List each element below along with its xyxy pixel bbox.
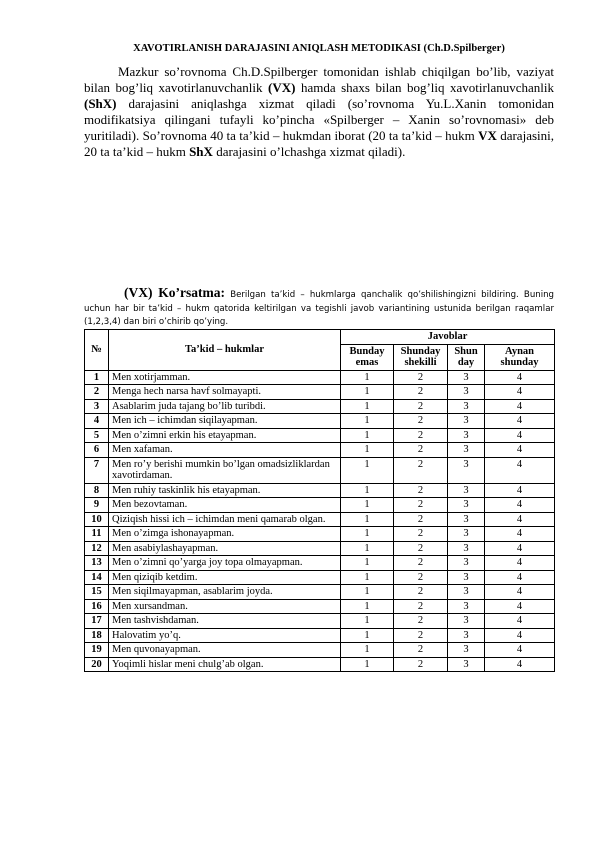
answer-option-3[interactable]: 3 bbox=[448, 370, 485, 385]
answer-option-2[interactable]: 2 bbox=[394, 585, 448, 600]
table-row bbox=[85, 498, 555, 513]
instruction-paragraph bbox=[84, 286, 554, 330]
answer-option-2[interactable]: 2 bbox=[394, 556, 448, 571]
statement-cell: Asablarim juda tajang bo’lib turibdi. bbox=[109, 399, 341, 414]
answer-option-1[interactable]: 1 bbox=[341, 498, 394, 513]
answer-option-4[interactable]: 4 bbox=[485, 570, 555, 585]
intro-vx: (VX) bbox=[268, 80, 296, 95]
answer-option-4[interactable]: 4 bbox=[485, 399, 555, 414]
table-row bbox=[85, 512, 555, 527]
answer-option-3[interactable]: 3 bbox=[448, 614, 485, 629]
row-number: 15 bbox=[85, 585, 109, 600]
answer-option-4[interactable]: 4 bbox=[485, 498, 555, 513]
answer-option-4[interactable]: 4 bbox=[485, 457, 555, 483]
statement-cell: Men xafaman. bbox=[109, 443, 341, 458]
table-row bbox=[85, 585, 555, 600]
row-number: 5 bbox=[85, 428, 109, 443]
intro-text-1: Mazkur so’rovnoma Ch.D.Spilberger tomonidan ishlab chiqilgan bo’lib, vaziyat bilan bog’liq xavotirlanuvchanlik bbox=[84, 64, 554, 95]
table-row bbox=[85, 657, 555, 672]
answer-option-4[interactable]: 4 bbox=[485, 512, 555, 527]
header-answer-1: Bunday emas bbox=[341, 344, 394, 370]
header-answers: Javoblar bbox=[341, 330, 555, 345]
answer-option-1[interactable]: 1 bbox=[341, 483, 394, 498]
statement-cell: Men xotirjamman. bbox=[109, 370, 341, 385]
header-answer-4: Aynan shunday bbox=[485, 344, 555, 370]
answer-option-1[interactable]: 1 bbox=[341, 443, 394, 458]
row-number: 18 bbox=[85, 628, 109, 643]
statement-cell: Men ro’y berishi mumkin bo’lgan omadsizliklardan xavotirdaman. bbox=[109, 457, 341, 483]
answer-option-3[interactable]: 3 bbox=[448, 643, 485, 658]
table-row bbox=[85, 643, 555, 658]
answer-option-1[interactable]: 1 bbox=[341, 556, 394, 571]
answer-option-3[interactable]: 3 bbox=[448, 483, 485, 498]
statement-cell: Men quvonayapman. bbox=[109, 643, 341, 658]
answer-option-1[interactable]: 1 bbox=[341, 457, 394, 483]
answer-option-4[interactable]: 4 bbox=[485, 370, 555, 385]
row-number: 3 bbox=[85, 399, 109, 414]
answer-option-1[interactable]: 1 bbox=[341, 643, 394, 658]
answer-option-2[interactable]: 2 bbox=[394, 599, 448, 614]
answer-option-3[interactable]: 3 bbox=[448, 657, 485, 672]
answer-option-1[interactable]: 1 bbox=[341, 385, 394, 400]
row-number: 9 bbox=[85, 498, 109, 513]
table-row bbox=[85, 457, 555, 483]
intro-text-3: darajasini aniqlashga xizmat qiladi (so’rovnoma Yu.L.Xanin tomonidan modifikatsiya qilingani tufayli ko’pincha «Spilberger – Xanin so’rovnomasi» deb yuritiladi). So’rovnoma 40 ta ta’kid – hukmdan iborat (20 ta ta’kid – hukm bbox=[84, 96, 554, 143]
answer-option-4[interactable]: 4 bbox=[485, 657, 555, 672]
answer-option-4[interactable]: 4 bbox=[485, 614, 555, 629]
table-row bbox=[85, 443, 555, 458]
answer-option-2[interactable]: 2 bbox=[394, 414, 448, 429]
answer-option-2[interactable]: 2 bbox=[394, 457, 448, 483]
answer-option-1[interactable]: 1 bbox=[341, 541, 394, 556]
answer-option-3[interactable]: 3 bbox=[448, 541, 485, 556]
answer-option-4[interactable]: 4 bbox=[485, 585, 555, 600]
answer-option-2[interactable]: 2 bbox=[394, 483, 448, 498]
row-number: 8 bbox=[85, 483, 109, 498]
table-row bbox=[85, 483, 555, 498]
answer-option-2[interactable]: 2 bbox=[394, 643, 448, 658]
intro-text-4: darajasini, 20 ta ta’kid – hukm bbox=[84, 128, 554, 159]
table-row bbox=[85, 541, 555, 556]
header-number: № bbox=[85, 330, 109, 371]
header-answer-2: Shunday shekilli bbox=[394, 344, 448, 370]
answer-option-1[interactable]: 1 bbox=[341, 599, 394, 614]
answer-option-3[interactable]: 3 bbox=[448, 512, 485, 527]
intro-paragraph bbox=[84, 64, 554, 160]
answer-option-2[interactable]: 2 bbox=[394, 399, 448, 414]
table-row bbox=[85, 428, 555, 443]
row-number: 13 bbox=[85, 556, 109, 571]
row-number: 1 bbox=[85, 370, 109, 385]
intro-vx-2: VX bbox=[478, 128, 497, 143]
instruction-lead: (VX) Ko’rsatma: bbox=[124, 285, 226, 300]
statement-cell: Men o’zimni qo’yarga joy topa olmayapman. bbox=[109, 556, 341, 571]
row-number: 2 bbox=[85, 385, 109, 400]
row-number: 17 bbox=[85, 614, 109, 629]
statement-cell: Men bezovtaman. bbox=[109, 498, 341, 513]
answer-option-3[interactable]: 3 bbox=[448, 498, 485, 513]
table-row bbox=[85, 628, 555, 643]
answer-option-3[interactable]: 3 bbox=[448, 428, 485, 443]
answer-option-1[interactable]: 1 bbox=[341, 585, 394, 600]
answer-option-3[interactable]: 3 bbox=[448, 399, 485, 414]
answer-option-4[interactable]: 4 bbox=[485, 527, 555, 542]
answer-option-3[interactable]: 3 bbox=[448, 457, 485, 483]
questionnaire-table bbox=[84, 329, 555, 672]
answer-option-1[interactable]: 1 bbox=[341, 614, 394, 629]
table-row bbox=[85, 414, 555, 429]
table-row bbox=[85, 385, 555, 400]
answer-option-3[interactable]: 3 bbox=[448, 585, 485, 600]
answer-option-2[interactable]: 2 bbox=[394, 443, 448, 458]
intro-shx: (ShX) bbox=[84, 96, 117, 111]
row-number: 16 bbox=[85, 599, 109, 614]
answer-option-2[interactable]: 2 bbox=[394, 614, 448, 629]
answer-option-3[interactable]: 3 bbox=[448, 599, 485, 614]
answer-option-1[interactable]: 1 bbox=[341, 527, 394, 542]
row-number: 10 bbox=[85, 512, 109, 527]
answer-option-2[interactable]: 2 bbox=[394, 541, 448, 556]
answer-option-4[interactable]: 4 bbox=[485, 541, 555, 556]
answer-option-2[interactable]: 2 bbox=[394, 512, 448, 527]
statement-cell: Men ruhiy taskinlik his etayapman. bbox=[109, 483, 341, 498]
statement-cell: Halovatim yo’q. bbox=[109, 628, 341, 643]
statement-cell: Yoqimli hislar meni chulg’ab olgan. bbox=[109, 657, 341, 672]
table-row bbox=[85, 556, 555, 571]
answer-option-4[interactable]: 4 bbox=[485, 643, 555, 658]
answer-option-1[interactable]: 1 bbox=[341, 628, 394, 643]
answer-option-3[interactable]: 3 bbox=[448, 443, 485, 458]
table-row bbox=[85, 570, 555, 585]
answer-option-4[interactable]: 4 bbox=[485, 443, 555, 458]
statement-cell: Men xursandman. bbox=[109, 599, 341, 614]
header-answer-3: Shun day bbox=[448, 344, 485, 370]
answer-option-2[interactable]: 2 bbox=[394, 370, 448, 385]
statement-cell: Men o’zimga ishonayapman. bbox=[109, 527, 341, 542]
table-row bbox=[85, 614, 555, 629]
answer-option-4[interactable]: 4 bbox=[485, 556, 555, 571]
row-number: 11 bbox=[85, 527, 109, 542]
answer-option-3[interactable]: 3 bbox=[448, 628, 485, 643]
answer-option-4[interactable]: 4 bbox=[485, 599, 555, 614]
answer-option-4[interactable]: 4 bbox=[485, 628, 555, 643]
answer-option-4[interactable]: 4 bbox=[485, 483, 555, 498]
statement-cell: Men siqilmayapman, asablarim joyda. bbox=[109, 585, 341, 600]
row-number: 7 bbox=[85, 457, 109, 483]
statement-cell: Men ich – ichimdan siqilayapman. bbox=[109, 414, 341, 429]
statement-cell: Men asabiylashayapman. bbox=[109, 541, 341, 556]
answer-option-1[interactable]: 1 bbox=[341, 370, 394, 385]
table-row bbox=[85, 370, 555, 385]
statement-cell: Men o’zimni erkin his etayapman. bbox=[109, 428, 341, 443]
answer-option-2[interactable]: 2 bbox=[394, 385, 448, 400]
header-statement: Ta’kid – hukmlar bbox=[109, 330, 341, 371]
answer-option-2[interactable]: 2 bbox=[394, 657, 448, 672]
answer-option-4[interactable]: 4 bbox=[485, 385, 555, 400]
table-row bbox=[85, 399, 555, 414]
statement-cell: Men qiziqib ketdim. bbox=[109, 570, 341, 585]
row-number: 4 bbox=[85, 414, 109, 429]
statement-cell: Menga hech narsa havf solmayapti. bbox=[109, 385, 341, 400]
intro-text-2: hamda shaxs bilan bog’liq xavotirlanuvchanlik bbox=[295, 80, 554, 95]
row-number: 14 bbox=[85, 570, 109, 585]
intro-text-5: darajasini o’lchashga xizmat qiladi). bbox=[212, 144, 406, 159]
page-title: XAVOTIRLANISH DARAJASINI ANIQLASH METODIKASI (Ch.D.Spilberger) bbox=[133, 43, 505, 54]
answer-option-3[interactable]: 3 bbox=[448, 556, 485, 571]
answer-option-2[interactable]: 2 bbox=[394, 628, 448, 643]
row-number: 20 bbox=[85, 657, 109, 672]
answer-option-4[interactable]: 4 bbox=[485, 428, 555, 443]
answer-option-1[interactable]: 1 bbox=[341, 657, 394, 672]
instruction-text: Berilgan ta’kid – hukmlarga qanchalik qo’shilishingizni bildiring. Buning uchun har bir ta’kid – hukm qatorida keltirilgan va tegishli javob variantining ustunida berilgan raqamlar (1,2,3,4) dan biri o’chirib qo’ying. bbox=[84, 290, 554, 327]
row-number: 12 bbox=[85, 541, 109, 556]
row-number: 6 bbox=[85, 443, 109, 458]
answer-option-1[interactable]: 1 bbox=[341, 428, 394, 443]
row-number: 19 bbox=[85, 643, 109, 658]
answer-option-2[interactable]: 2 bbox=[394, 570, 448, 585]
answer-option-3[interactable]: 3 bbox=[448, 414, 485, 429]
answer-option-2[interactable]: 2 bbox=[394, 428, 448, 443]
table-row bbox=[85, 527, 555, 542]
table-row bbox=[85, 599, 555, 614]
answer-option-3[interactable]: 3 bbox=[448, 570, 485, 585]
intro-shx-2: ShX bbox=[189, 144, 213, 159]
answer-option-1[interactable]: 1 bbox=[341, 570, 394, 585]
answer-option-2[interactable]: 2 bbox=[394, 527, 448, 542]
answer-option-4[interactable]: 4 bbox=[485, 414, 555, 429]
answer-option-3[interactable]: 3 bbox=[448, 385, 485, 400]
answer-option-1[interactable]: 1 bbox=[341, 512, 394, 527]
answer-option-1[interactable]: 1 bbox=[341, 399, 394, 414]
answer-option-3[interactable]: 3 bbox=[448, 527, 485, 542]
statement-cell: Qiziqish hissi ich – ichimdan meni qamarab olgan. bbox=[109, 512, 341, 527]
statement-cell: Men tashvishdaman. bbox=[109, 614, 341, 629]
answer-option-2[interactable]: 2 bbox=[394, 498, 448, 513]
answer-option-1[interactable]: 1 bbox=[341, 414, 394, 429]
